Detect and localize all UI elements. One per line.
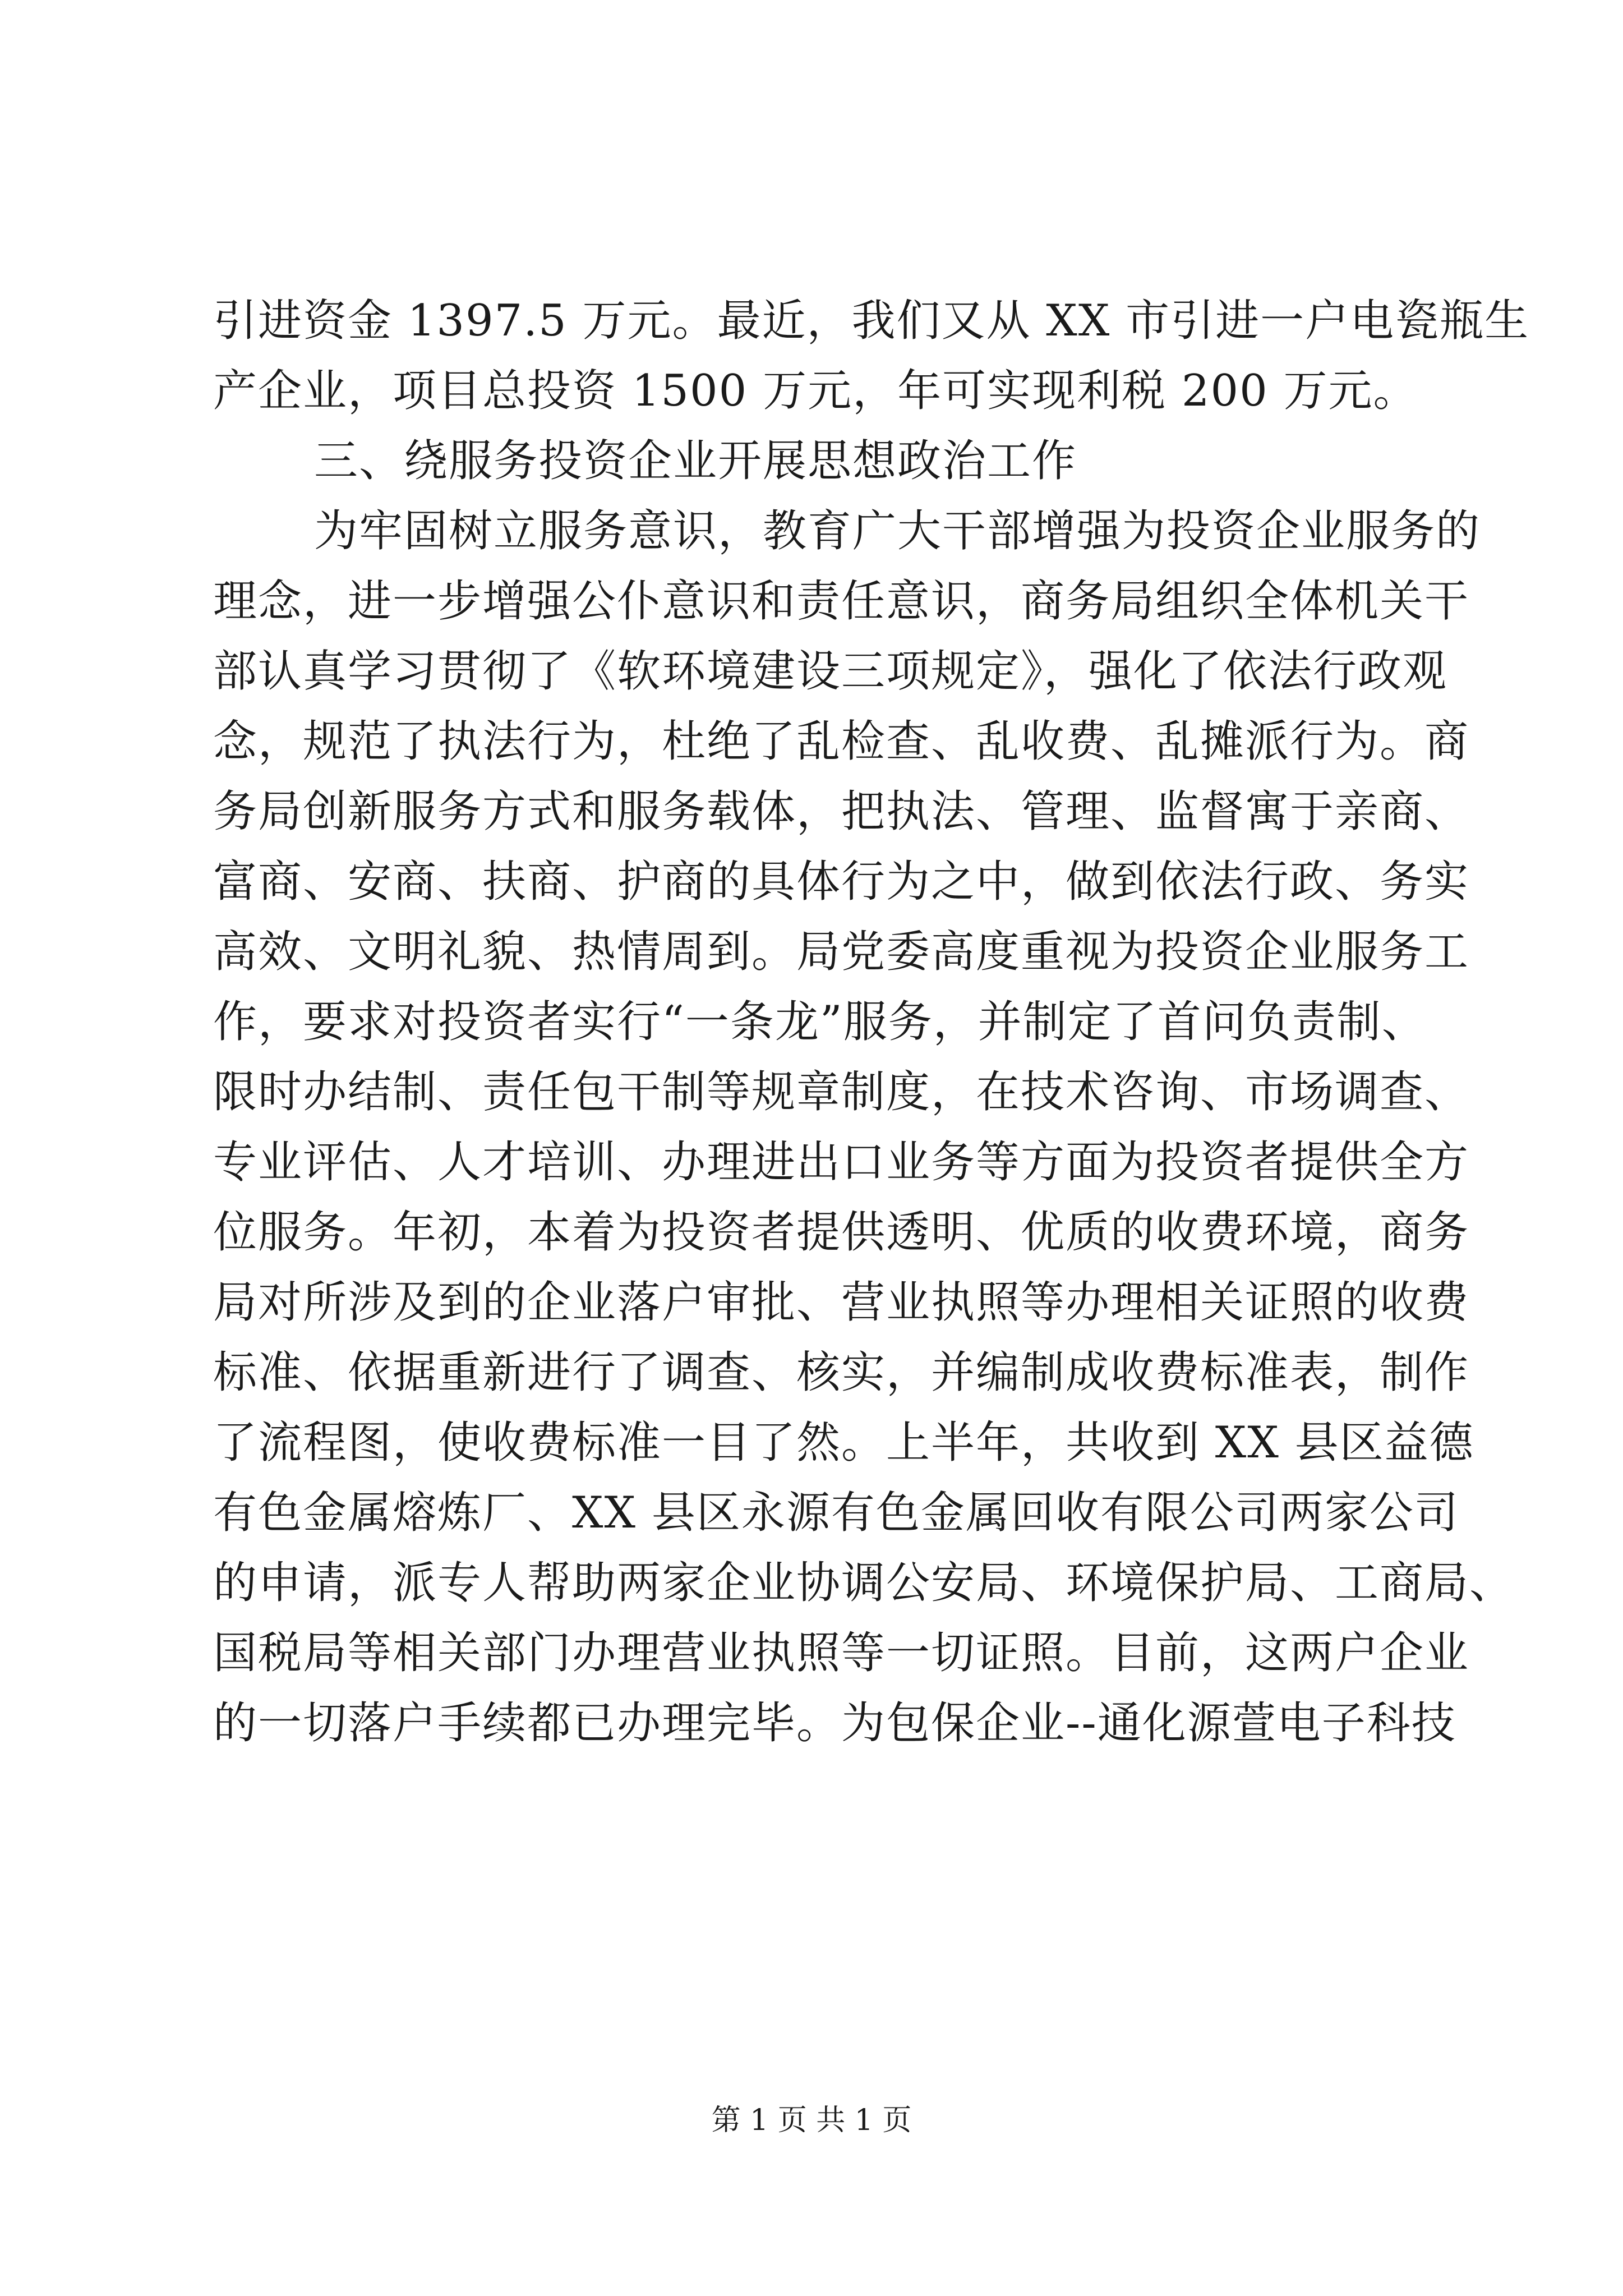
text-line: 的一切落户手续都已办理完毕。为包保企业--通化源萱电子科技 <box>213 1698 1456 1749</box>
text-line: 理念，进一步增强公仆意识和责任意识，商务局组织全体机关干 <box>213 576 1470 627</box>
text-line: 务局创新服务方式和服务载体，把执法、管理、监督寓于亲商、 <box>213 786 1470 837</box>
text-line: 的申请，派专人帮助两家企业协调公安局、环境保护局、工商局、 <box>213 1558 1515 1608</box>
text-line: 了流程图，使收费标准一目了然。上半年，共收到 XX 县区益德 <box>213 1418 1474 1468</box>
text-line: 部认真学习贯彻了《软环境建设三项规定》，强化了依法行政观 <box>213 646 1448 697</box>
text-line: 国税局等相关部门办理营业执照等一切证照。目前，这两户企业 <box>213 1628 1470 1678</box>
text-line: 产企业，项目总投资 1500 万元，年可实现利税 200 万元。 <box>213 366 1418 416</box>
text-line: 有色金属熔炼厂、XX 县区永源有色金属回收有限公司两家公司 <box>213 1488 1459 1538</box>
text-line: 富商、安商、扶商、护商的具体行为之中，做到依法行政、务实 <box>213 857 1470 907</box>
page-footer: 第 1 页 共 1 页 <box>711 2104 912 2137</box>
text-line: 限时办结制、责任包干制等规章制度，在技术咨询、市场调查、 <box>213 1067 1470 1117</box>
text-line: 位服务。年初，本着为投资者提供透明、优质的收费环境，商务 <box>213 1207 1470 1258</box>
document-body <box>213 286 1530 1759</box>
paragraph-first-line: 为牢固树立服务意识，教育广大干部增强为投资企业服务的 <box>314 506 1481 556</box>
text-line: 念，规范了执法行为，杜绝了乱检查、乱收费、乱摊派行为。商 <box>213 716 1470 767</box>
text-line: 局对所涉及到的企业落户审批、营业执照等办理相关证照的收费 <box>213 1277 1470 1328</box>
text-line: 引进资金 1397.5 万元。最近，我们又从 XX 市引进一户电瓷瓶生 <box>213 296 1530 346</box>
text-line: 专业评估、人才培训、办理进出口业务等方面为投资者提供全方 <box>213 1137 1470 1188</box>
section-heading: 三、绕服务投资企业开展思想政治工作 <box>314 436 1077 486</box>
text-line: 作，要求对投资者实行“一条龙”服务，并制定了首问负责制、 <box>213 997 1427 1047</box>
text-line: 标准、依据重新进行了调查、核实，并编制成收费标准表，制作 <box>213 1347 1470 1398</box>
text-line: 高效、文明礼貌、热情周到。局党委高度重视为投资企业服务工 <box>213 927 1470 977</box>
